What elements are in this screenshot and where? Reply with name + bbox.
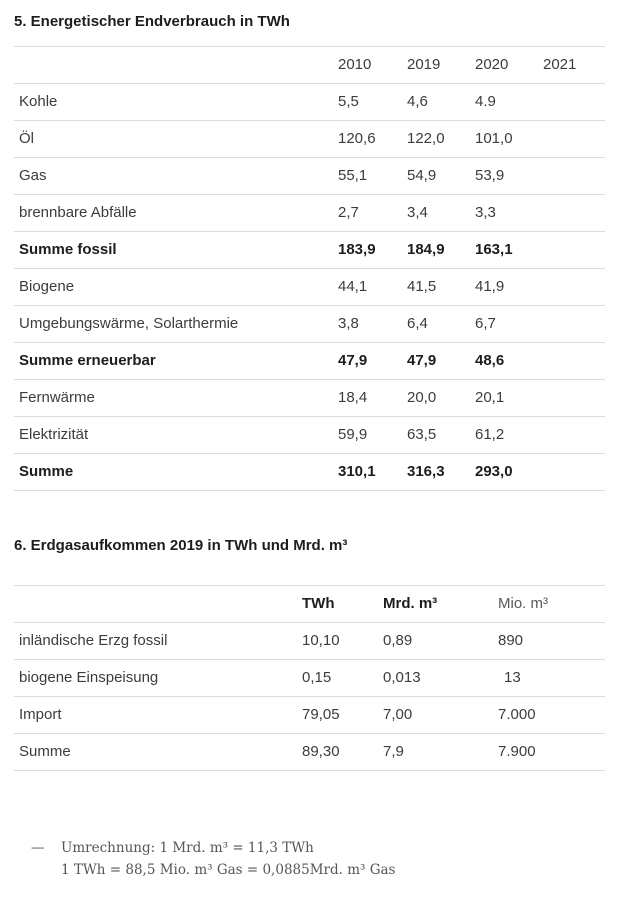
- cell-value: 3,3: [475, 204, 496, 221]
- cell-value: [543, 158, 605, 195]
- cell-value: 293,0: [475, 463, 513, 480]
- table5-title: 5. Energetischer Endverbrauch in TWh: [14, 13, 290, 30]
- table-row-summe-erneuerbar: [14, 343, 605, 380]
- footnote-line1: Umrechnung: 1 Mrd. m³ = 11,3 TWh: [61, 840, 314, 856]
- cell-value: 0,89: [383, 632, 413, 649]
- cell-value: [543, 454, 605, 491]
- footnote-dash: —: [31, 840, 45, 856]
- row-label: Summe: [19, 743, 71, 760]
- row-label: Umgebungswärme, Solarthermie: [19, 315, 239, 332]
- energy-consumption-table: [14, 46, 605, 491]
- table5-header-empty: [14, 47, 338, 84]
- cell-value: 18,4: [338, 389, 368, 406]
- cell-value: 101,0: [475, 130, 513, 147]
- cell-value: 41,9: [475, 278, 505, 295]
- row-label: inländische Erzg fossil: [19, 632, 168, 649]
- table-row-gas: [14, 158, 605, 195]
- row-label: Summe fossil: [19, 241, 117, 258]
- table-row-elektrizitaet: [14, 417, 605, 454]
- cell-value: 310,1: [338, 463, 376, 480]
- cell-value: 7,9: [383, 743, 404, 760]
- row-label: brennbare Abfälle: [19, 204, 137, 221]
- row-label: Summe: [19, 463, 74, 480]
- row-label: Biogene: [19, 278, 75, 295]
- cell-value: [543, 306, 605, 343]
- cell-value: [543, 121, 605, 158]
- table-row-summe: [14, 454, 605, 491]
- table-row-brennbare-abfaelle: [14, 195, 605, 232]
- cell-value: [543, 380, 605, 417]
- cell-value: 41,5: [407, 278, 437, 295]
- cell-value: 0,15: [302, 669, 332, 686]
- table5-col-2021: 2021: [543, 56, 577, 73]
- table-row-biogene-einspeisung: [14, 660, 605, 697]
- table6-header-empty: [14, 586, 302, 623]
- cell-value: 53,9: [475, 167, 505, 184]
- table-row-summe-fossil: [14, 232, 605, 269]
- cell-value: 10,10: [302, 632, 340, 649]
- row-label: Summe erneuerbar: [19, 352, 156, 369]
- cell-value: 122,0: [407, 130, 445, 147]
- cell-value: 7,00: [383, 706, 413, 723]
- footnote-text: [61, 837, 395, 881]
- table6-col-mio-m3: Mio. m³: [498, 595, 548, 612]
- table-row-biogene: [14, 269, 605, 306]
- row-label: Import: [19, 706, 62, 723]
- cell-value: 59,9: [338, 426, 368, 443]
- table5-col-2010: 2010: [338, 56, 372, 73]
- cell-value: 63,5: [407, 426, 437, 443]
- cell-value: [543, 232, 605, 269]
- cell-value: 20,0: [407, 389, 437, 406]
- cell-value: 5,5: [338, 93, 359, 110]
- table6-header-row: [14, 586, 605, 623]
- cell-value: [543, 417, 605, 454]
- row-label: Kohle: [19, 93, 58, 110]
- cell-value: 61,2: [475, 426, 505, 443]
- cell-value: 13: [504, 669, 521, 686]
- table5-col-2020: 2020: [475, 56, 509, 73]
- cell-value: 4.9: [475, 93, 496, 110]
- cell-value: 120,6: [338, 130, 376, 147]
- cell-value: 89,30: [302, 743, 340, 760]
- cell-value: 47,9: [407, 352, 437, 369]
- row-label: Fernwärme: [19, 389, 95, 406]
- cell-value: 7.000: [498, 706, 536, 723]
- row-label: Gas: [19, 167, 47, 184]
- gas-supply-table: [14, 585, 605, 771]
- cell-value: 6,4: [407, 315, 428, 332]
- table6-col-mrd-m3: Mrd. m³: [383, 595, 438, 612]
- cell-value: 0,013: [383, 669, 421, 686]
- cell-value: 48,6: [475, 352, 505, 369]
- cell-value: 316,3: [407, 463, 445, 480]
- footnote: [14, 837, 644, 881]
- row-label: Elektrizität: [19, 426, 89, 443]
- table-row-inlaendische-erzg: [14, 623, 605, 660]
- cell-value: [543, 195, 605, 232]
- cell-value: 6,7: [475, 315, 496, 332]
- cell-value: 47,9: [338, 352, 368, 369]
- cell-value: 3,8: [338, 315, 359, 332]
- cell-value: 184,9: [407, 241, 445, 258]
- cell-value: 7.900: [498, 743, 536, 760]
- table-row-import: [14, 697, 605, 734]
- cell-value: 79,05: [302, 706, 340, 723]
- cell-value: 55,1: [338, 167, 368, 184]
- table5-col-2019: 2019: [407, 56, 441, 73]
- cell-value: [543, 84, 605, 121]
- table-row-umgebungswaerme: [14, 306, 605, 343]
- footnote-line2: 1 TWh = 88,5 Mio. m³ Gas = 0,0885Mrd. m³ Gas: [61, 862, 396, 878]
- cell-value: 44,1: [338, 278, 368, 295]
- table-row-oel: [14, 121, 605, 158]
- table6-title: 6. Erdgasaufkommen 2019 in TWh und Mrd. m³: [14, 537, 348, 554]
- table-row-fernwaerme: [14, 380, 605, 417]
- table6-col-twh: TWh: [302, 595, 335, 612]
- cell-value: 54,9: [407, 167, 437, 184]
- table-row-kohle: [14, 84, 605, 121]
- cell-value: 3,4: [407, 204, 428, 221]
- cell-value: 20,1: [475, 389, 505, 406]
- cell-value: 183,9: [338, 241, 376, 258]
- cell-value: [543, 343, 605, 380]
- table-row-summe-gas: [14, 734, 605, 771]
- cell-value: 163,1: [475, 241, 513, 258]
- row-label: Öl: [19, 130, 34, 147]
- cell-value: [543, 269, 605, 306]
- row-label: biogene Einspeisung: [19, 669, 159, 686]
- cell-value: 2,7: [338, 204, 359, 221]
- table5-header-row: [14, 47, 605, 84]
- cell-value: 890: [498, 632, 524, 649]
- cell-value: 4,6: [407, 93, 428, 110]
